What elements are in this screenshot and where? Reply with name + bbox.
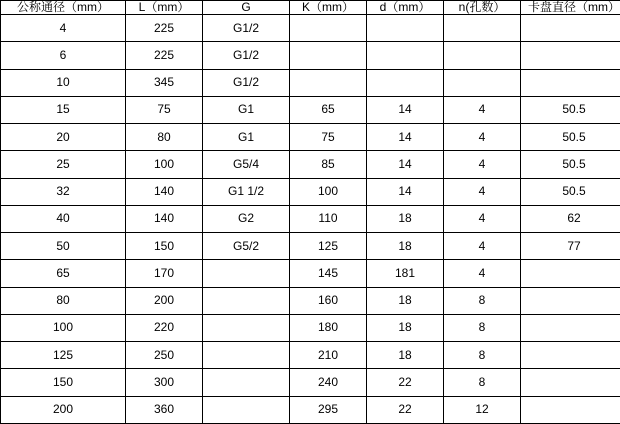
cell-chuck-diameter	[521, 314, 620, 341]
cell-d: 14	[367, 178, 444, 205]
cell-length: 140	[126, 178, 203, 205]
cell-thread: G2	[203, 205, 290, 232]
cell-hole-count: 4	[444, 151, 521, 178]
cell-hole-count	[444, 15, 521, 42]
table-row	[1, 369, 620, 396]
cell-nominal-diameter: 25	[1, 151, 126, 178]
cell-hole-count: 4	[444, 96, 521, 123]
table-row	[1, 69, 620, 96]
table-row	[1, 396, 620, 423]
table-row	[1, 287, 620, 314]
cell-d: 181	[367, 260, 444, 287]
cell-d: 18	[367, 205, 444, 232]
cell-hole-count	[444, 69, 521, 96]
cell-chuck-diameter	[521, 396, 620, 423]
cell-nominal-diameter: 100	[1, 314, 126, 341]
cell-thread: G1	[203, 96, 290, 123]
cell-chuck-diameter	[521, 15, 620, 42]
cell-d: 18	[367, 314, 444, 341]
cell-nominal-diameter: 65	[1, 260, 126, 287]
table-row	[1, 151, 620, 178]
cell-length: 225	[126, 15, 203, 42]
cell-hole-count: 4	[444, 178, 521, 205]
column-header-thread: G	[203, 1, 290, 15]
column-header-length: L（mm）	[126, 1, 203, 15]
cell-hole-count: 4	[444, 124, 521, 151]
cell-hole-count: 8	[444, 369, 521, 396]
cell-d: 18	[367, 287, 444, 314]
cell-k	[290, 42, 367, 69]
cell-thread	[203, 396, 290, 423]
cell-nominal-diameter: 200	[1, 396, 126, 423]
cell-d: 14	[367, 96, 444, 123]
cell-nominal-diameter: 150	[1, 369, 126, 396]
cell-k	[290, 15, 367, 42]
cell-k: 160	[290, 287, 367, 314]
cell-chuck-diameter	[521, 69, 620, 96]
cell-hole-count	[444, 42, 521, 69]
cell-hole-count: 4	[444, 205, 521, 232]
cell-nominal-diameter: 20	[1, 124, 126, 151]
cell-chuck-diameter: 50.5	[521, 151, 620, 178]
cell-chuck-diameter: 50.5	[521, 178, 620, 205]
table-row	[1, 205, 620, 232]
cell-d: 18	[367, 342, 444, 369]
cell-k: 65	[290, 96, 367, 123]
cell-d	[367, 15, 444, 42]
cell-length: 140	[126, 205, 203, 232]
cell-thread	[203, 369, 290, 396]
cell-nominal-diameter: 125	[1, 342, 126, 369]
table-row	[1, 42, 620, 69]
cell-nominal-diameter: 4	[1, 15, 126, 42]
cell-length: 75	[126, 96, 203, 123]
cell-length: 300	[126, 369, 203, 396]
cell-d: 14	[367, 124, 444, 151]
table-row	[1, 96, 620, 123]
cell-hole-count: 8	[444, 314, 521, 341]
cell-k: 110	[290, 205, 367, 232]
cell-length: 170	[126, 260, 203, 287]
cell-thread: G1/2	[203, 15, 290, 42]
cell-thread: G1 1/2	[203, 178, 290, 205]
cell-thread	[203, 314, 290, 341]
cell-chuck-diameter	[521, 342, 620, 369]
cell-chuck-diameter: 50.5	[521, 124, 620, 151]
column-header-k: K（mm）	[290, 1, 367, 15]
cell-thread	[203, 260, 290, 287]
cell-length: 80	[126, 124, 203, 151]
cell-k: 145	[290, 260, 367, 287]
cell-nominal-diameter: 50	[1, 233, 126, 260]
cell-chuck-diameter	[521, 287, 620, 314]
cell-k	[290, 69, 367, 96]
column-header-nominal-diameter: 公称通径（mm）	[1, 1, 126, 15]
cell-k: 240	[290, 369, 367, 396]
cell-d: 22	[367, 369, 444, 396]
table-row	[1, 342, 620, 369]
cell-thread: G5/4	[203, 151, 290, 178]
table-row	[1, 124, 620, 151]
cell-chuck-diameter: 50.5	[521, 96, 620, 123]
table-header-row	[1, 1, 620, 15]
cell-k: 100	[290, 178, 367, 205]
cell-length: 225	[126, 42, 203, 69]
cell-length: 100	[126, 151, 203, 178]
cell-length: 220	[126, 314, 203, 341]
cell-hole-count: 12	[444, 396, 521, 423]
cell-thread: G1	[203, 124, 290, 151]
cell-nominal-diameter: 80	[1, 287, 126, 314]
cell-k: 75	[290, 124, 367, 151]
column-header-chuck-diameter: 卡盘直径（mm）	[521, 1, 620, 15]
cell-length: 150	[126, 233, 203, 260]
cell-chuck-diameter: 77	[521, 233, 620, 260]
cell-d: 14	[367, 151, 444, 178]
cell-thread: G1/2	[203, 42, 290, 69]
cell-nominal-diameter: 6	[1, 42, 126, 69]
cell-d: 22	[367, 396, 444, 423]
cell-chuck-diameter	[521, 42, 620, 69]
cell-thread: G5/2	[203, 233, 290, 260]
cell-thread	[203, 287, 290, 314]
cell-k: 85	[290, 151, 367, 178]
cell-nominal-diameter: 15	[1, 96, 126, 123]
cell-thread	[203, 342, 290, 369]
cell-k: 180	[290, 314, 367, 341]
cell-hole-count: 8	[444, 342, 521, 369]
cell-length: 345	[126, 69, 203, 96]
table-row	[1, 233, 620, 260]
cell-nominal-diameter: 32	[1, 178, 126, 205]
cell-hole-count: 8	[444, 287, 521, 314]
cell-chuck-diameter	[521, 260, 620, 287]
cell-k: 295	[290, 396, 367, 423]
cell-length: 250	[126, 342, 203, 369]
cell-thread: G1/2	[203, 69, 290, 96]
cell-length: 200	[126, 287, 203, 314]
cell-d: 18	[367, 233, 444, 260]
table-row	[1, 178, 620, 205]
cell-d	[367, 69, 444, 96]
cell-chuck-diameter: 62	[521, 205, 620, 232]
cell-nominal-diameter: 10	[1, 69, 126, 96]
cell-k: 125	[290, 233, 367, 260]
table-body	[1, 15, 620, 424]
table-row	[1, 260, 620, 287]
cell-chuck-diameter	[521, 369, 620, 396]
table-row	[1, 15, 620, 42]
cell-nominal-diameter: 40	[1, 205, 126, 232]
cell-k: 210	[290, 342, 367, 369]
column-header-d: d（mm）	[367, 1, 444, 15]
cell-hole-count: 4	[444, 233, 521, 260]
table-row	[1, 314, 620, 341]
cell-d	[367, 42, 444, 69]
column-header-hole-count: n(孔数）	[444, 1, 521, 15]
cell-hole-count: 4	[444, 260, 521, 287]
cell-length: 360	[126, 396, 203, 423]
